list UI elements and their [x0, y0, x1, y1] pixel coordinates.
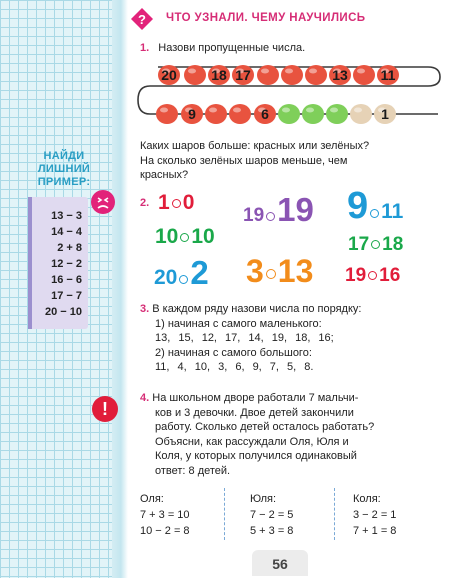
compare-right: 11	[381, 200, 404, 223]
example-item: 13 − 3	[51, 210, 82, 222]
bead-highlight	[309, 69, 317, 74]
bead-highlight	[188, 69, 196, 74]
comparison-17-18	[348, 235, 403, 254]
task4-line: работу. Сколько детей осталось работать?	[155, 421, 375, 433]
task1-question-line: Каких шаров больше: красных или зелёных?	[140, 140, 370, 152]
bead-highlight	[330, 108, 338, 113]
red-bead	[156, 104, 178, 124]
task4-block	[140, 391, 374, 478]
comparison-9-11	[347, 187, 403, 225]
task3-block	[140, 302, 361, 375]
solver-name: Оля:	[140, 493, 164, 505]
solver-name: Коля:	[353, 493, 381, 505]
row1-bead-label: 17	[235, 67, 251, 83]
compare-left: 20	[154, 266, 178, 289]
compare-right: 18	[382, 234, 404, 255]
red-bead	[229, 104, 251, 124]
task1-question-line: красных?	[140, 169, 189, 181]
example-item: 12 − 2	[51, 258, 82, 270]
sad-face-icon	[91, 190, 115, 214]
task4-line: Коля, у которых получился одинаковый	[155, 450, 357, 462]
task1-instruction: Назови пропущенные числа.	[158, 42, 306, 54]
red-bead	[205, 104, 227, 124]
task3-line: 13, 15, 12, 17, 14, 19, 18, 16;	[155, 332, 334, 344]
task4-line: ответ: 8 детей.	[155, 464, 231, 477]
compare-circle[interactable]	[368, 271, 377, 280]
bead-highlight	[306, 108, 314, 113]
compare-right: 0	[182, 191, 195, 214]
compare-right: 13	[277, 253, 314, 289]
task1-question-line: На сколько зелёных шаров меньше, чем	[140, 154, 348, 167]
beige-bead	[350, 104, 372, 124]
compare-left: 19	[243, 205, 265, 226]
red-bead	[184, 65, 206, 85]
row1-bead-label: 20	[161, 67, 177, 83]
compare-circle[interactable]	[266, 269, 276, 279]
sidebar-title-line: НАЙДИ	[43, 150, 85, 162]
bead-highlight	[160, 108, 168, 113]
svg-text:?: ?	[138, 12, 146, 27]
solution-equation: 7 + 3 = 10	[140, 509, 190, 521]
green-bead	[326, 104, 348, 124]
example-item: 20 − 10	[44, 306, 82, 318]
task3-line	[140, 302, 361, 317]
solution-yulya	[250, 491, 293, 539]
compare-right: 19	[277, 191, 314, 228]
page-fold	[112, 0, 128, 578]
example-item: 2 + 8	[57, 242, 82, 254]
bead-highlight	[209, 108, 217, 113]
row1-bead-label: 13	[332, 67, 348, 83]
compare-left: 19	[345, 265, 367, 286]
compare-left: 10	[155, 225, 179, 248]
row2-bead-label: 9	[188, 106, 196, 122]
task1-header	[140, 41, 305, 56]
task3-line: 11, 4, 10, 3, 6, 9, 7, 5, 8.	[155, 361, 314, 373]
solution-equation: 5 + 3 = 8	[250, 525, 294, 537]
compare-circle[interactable]	[266, 212, 275, 221]
row1-bead-label: 18	[211, 67, 227, 83]
question-mark-icon	[130, 7, 154, 31]
solution-equation: 7 + 1 = 8	[353, 525, 397, 537]
solution-kolya	[353, 491, 396, 539]
compare-circle[interactable]	[370, 209, 379, 218]
sidebar-title	[18, 150, 110, 189]
compare-left: 17	[348, 234, 370, 255]
compare-right: 2	[190, 254, 209, 291]
row2-bead-label: 6	[261, 106, 269, 122]
row2-bead-label: 1	[381, 106, 389, 122]
bead-highlight	[261, 69, 269, 74]
compare-left: 9	[347, 185, 369, 227]
sidebar-title-line: ПРИМЕР:	[37, 176, 91, 188]
row1-bead-label: 11	[380, 67, 396, 83]
bead-highlight	[285, 69, 293, 74]
bead-abacus	[128, 60, 451, 132]
compare-right: 10	[191, 225, 215, 248]
compare-circle[interactable]	[371, 240, 380, 249]
compare-left: 1	[158, 191, 170, 214]
comparison-1-0	[158, 192, 194, 213]
example-item: 14 − 4	[51, 226, 82, 238]
compare-circle[interactable]	[180, 233, 189, 242]
task-number: 4.	[140, 392, 150, 404]
compare-left: 3	[246, 253, 264, 289]
compare-circle[interactable]	[179, 275, 188, 284]
solver-name: Юля:	[250, 493, 277, 505]
bead-highlight	[354, 108, 362, 113]
solution-equation: 7 − 2 = 5	[250, 509, 294, 521]
task-number: 1.	[140, 42, 150, 54]
exclamation-icon: !	[92, 396, 118, 422]
comparison-10-10	[155, 226, 215, 247]
task4-line	[140, 391, 374, 406]
red-bead	[281, 65, 303, 85]
task-number: 3.	[140, 303, 150, 315]
compare-circle[interactable]	[172, 199, 181, 208]
sidebar-title-line: ЛИШНИЙ	[37, 163, 91, 175]
task3-line: 2) начиная с самого большого:	[155, 346, 312, 359]
task1-question	[140, 139, 445, 183]
green-bead	[302, 104, 324, 124]
examples-card	[28, 197, 88, 329]
task3-text: В каждом ряду назови числа по порядку:	[152, 303, 362, 315]
red-bead	[305, 65, 327, 85]
comparison-19-16	[345, 266, 400, 285]
example-item: 16 − 6	[51, 274, 82, 286]
solution-olya	[140, 491, 190, 539]
compare-right: 16	[379, 265, 401, 286]
solution-equation: 3 − 2 = 1	[353, 509, 397, 521]
comparison-20-2	[154, 256, 209, 289]
comparison-3-13	[246, 255, 313, 287]
column-divider	[224, 488, 226, 540]
page-title: ЧТО УЗНАЛИ. ЧЕМУ НАУЧИЛИСЬ	[166, 12, 366, 24]
bead-highlight	[282, 108, 290, 113]
task4-line: Объясни, как рассуждали Оля, Юля и	[155, 435, 349, 448]
page-number: 56	[252, 550, 308, 576]
solution-equation: 10 − 2 = 8	[140, 525, 190, 537]
task3-line: 1) начиная с самого маленького:	[155, 317, 322, 330]
green-bead	[278, 104, 300, 124]
red-bead	[257, 65, 279, 85]
comparison-19-19	[243, 193, 314, 226]
bead-highlight	[357, 69, 365, 74]
task4-line: ков и 3 девочки. Двое детей закончили	[155, 406, 354, 419]
task-number: 2.	[140, 197, 150, 209]
example-item: 17 − 7	[51, 290, 82, 302]
column-divider	[334, 488, 336, 540]
bead-highlight	[233, 108, 241, 113]
task4-text: На школьном дворе работали 7 мальчи-	[152, 392, 359, 404]
red-bead	[353, 65, 375, 85]
task2-number	[140, 196, 149, 211]
